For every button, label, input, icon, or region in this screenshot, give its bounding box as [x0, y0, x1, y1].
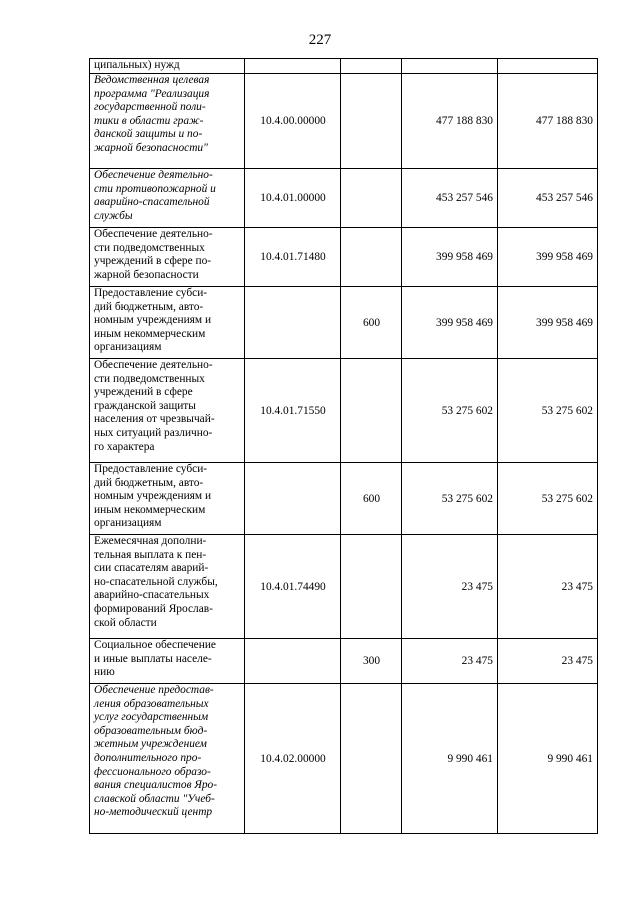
row-name-line: жарной безопасности": [94, 141, 208, 154]
row-name-line: Предоставление субси-: [94, 287, 208, 299]
row-name-line: дий бюджетным, авто-: [94, 476, 204, 489]
row-name-line: учреждений в сфере: [94, 386, 193, 399]
row-amount1-cell: 53 275 602: [402, 359, 498, 463]
row-expense-type-cell: 300: [341, 639, 402, 684]
row-name-line: ципальных) нужд: [94, 59, 180, 71]
row-name-line: услуг государственным: [94, 711, 209, 724]
row-amount2-cell: 9 990 461: [498, 684, 598, 834]
row-expense-type-cell: [341, 684, 402, 834]
row-expense-type-cell: [341, 228, 402, 287]
row-name-line: данской защиты и по-: [94, 128, 203, 141]
row-name-cell: [90, 287, 245, 359]
table-row: [90, 639, 598, 684]
row-code-cell: [245, 287, 341, 359]
row-expense-type-cell: [341, 169, 402, 228]
row-name-line: Ведомственная целевая: [94, 74, 210, 86]
row-name-line: жетным учреждением: [94, 738, 207, 751]
row-amount2-cell: 23 475: [498, 535, 598, 639]
row-name-line: фессионального образо-: [94, 765, 211, 778]
row-name-line: ской области: [94, 616, 157, 629]
row-name-line: населения от чрезвычай-: [94, 413, 215, 426]
row-name-line: сти противопожарной и: [94, 182, 216, 195]
row-amount2-cell: 399 958 469: [498, 228, 598, 287]
table-row: [90, 74, 598, 169]
row-code-cell: [245, 463, 341, 535]
row-name-line: сти подведомственных: [94, 241, 205, 254]
table-row: [90, 359, 598, 463]
row-amount1-cell: 23 475: [402, 535, 498, 639]
row-expense-type-cell: 600: [341, 287, 402, 359]
budget-table: [89, 58, 598, 834]
row-name-line: сии спасателям аварий-: [94, 562, 209, 575]
row-name-cell: [90, 463, 245, 535]
row-amount1-cell: 9 990 461: [402, 684, 498, 834]
row-code-cell: 10.4.02.00000: [245, 684, 341, 834]
row-name-line: жарной безопасности: [94, 268, 199, 281]
row-name-cell: [90, 59, 245, 74]
row-name-line: Предоставление субси-: [94, 463, 208, 475]
table-row: [90, 684, 598, 834]
row-name-line: Обеспечение деятельно-: [94, 228, 213, 240]
row-name-line: нию: [94, 666, 115, 679]
row-name-line: дополнительного про-: [94, 751, 202, 764]
row-name-line: но-спасательной службы,: [94, 575, 218, 588]
row-name-cell: [90, 359, 245, 463]
row-name-line: и иные выплаты населе-: [94, 652, 212, 665]
row-amount1-cell: 453 257 546: [402, 169, 498, 228]
row-name-line: иным некоммерческим: [94, 327, 206, 340]
table-row: [90, 228, 598, 287]
row-amount1-cell: 399 958 469: [402, 228, 498, 287]
row-name-line: иным некоммерческим: [94, 503, 206, 516]
row-name-line: тики в области граж-: [94, 114, 204, 127]
row-amount2-cell: 53 275 602: [498, 463, 598, 535]
row-name-cell: [90, 169, 245, 228]
row-code-cell: 10.4.01.00000: [245, 169, 341, 228]
row-name-line: формирований Ярослав-: [94, 602, 213, 615]
row-code-cell: 10.4.01.71550: [245, 359, 341, 463]
row-code-cell: [245, 59, 341, 74]
page-number: 227: [308, 32, 332, 48]
row-name-line: гражданской защиты: [94, 399, 196, 412]
table-row: [90, 59, 598, 74]
row-name-line: организациям: [94, 341, 162, 354]
row-amount2-cell: 477 188 830: [498, 74, 598, 169]
row-expense-type-cell: [341, 359, 402, 463]
row-name-line: Ежемесячная дополни-: [94, 535, 207, 547]
row-name-cell: [90, 74, 245, 169]
row-name-cell: [90, 228, 245, 287]
row-name-line: сти подведомственных: [94, 372, 205, 385]
row-amount1-cell: 53 275 602: [402, 463, 498, 535]
row-expense-type-cell: 600: [341, 463, 402, 535]
row-name-line: ления образовательных: [94, 697, 209, 710]
row-name-line: славской области "Учеб-: [94, 792, 215, 805]
row-name-line: аварийно-спасательных: [94, 589, 210, 602]
row-code-cell: 10.4.01.71480: [245, 228, 341, 287]
row-name-line: дий бюджетным, авто-: [94, 300, 204, 313]
table-row: [90, 535, 598, 639]
table-row: [90, 169, 598, 228]
row-name-line: программа "Реализация: [94, 87, 210, 100]
row-expense-type-cell: [341, 535, 402, 639]
row-amount2-cell: 453 257 546: [498, 169, 598, 228]
row-name-line: вания специалистов Яро-: [94, 779, 218, 792]
row-name-line: государственной поли-: [94, 101, 206, 114]
row-code-cell: [245, 639, 341, 684]
row-amount2-cell: 53 275 602: [498, 359, 598, 463]
row-name-line: го характера: [94, 440, 155, 453]
row-name-line: номным учреждениям и: [94, 490, 212, 503]
row-name-line: но-методический центр: [94, 806, 213, 819]
row-name-line: организациям: [94, 517, 162, 530]
row-name-line: учреждений в сфере по-: [94, 255, 212, 268]
row-expense-type-cell: [341, 59, 402, 74]
row-name-line: образовательным бюд-: [94, 724, 208, 737]
row-amount2-cell: [498, 59, 598, 74]
row-name-line: Обеспечение деятельно-: [94, 359, 213, 371]
row-amount1-cell: 477 188 830: [402, 74, 498, 169]
row-amount1-cell: [402, 59, 498, 74]
row-name-line: службы: [94, 209, 133, 222]
row-code-cell: 10.4.01.74490: [245, 535, 341, 639]
budget-table-body: [90, 59, 598, 834]
row-name-cell: [90, 684, 245, 834]
row-amount1-cell: 23 475: [402, 639, 498, 684]
row-name-cell: [90, 639, 245, 684]
row-amount2-cell: 399 958 469: [498, 287, 598, 359]
row-code-cell: 10.4.00.00000: [245, 74, 341, 169]
row-name-line: Обеспечение деятельно-: [94, 169, 213, 181]
row-name-line: тельная выплата к пен-: [94, 548, 207, 561]
row-expense-type-cell: [341, 74, 402, 169]
row-name-cell: [90, 535, 245, 639]
row-name-line: Социальное обеспечение: [94, 639, 216, 651]
row-amount2-cell: 23 475: [498, 639, 598, 684]
row-name-line: Обеспечение предостав-: [94, 684, 214, 696]
table-row: [90, 463, 598, 535]
row-amount1-cell: 399 958 469: [402, 287, 498, 359]
row-name-line: номным учреждениям и: [94, 314, 212, 327]
row-name-line: ных ситуаций различно-: [94, 426, 213, 439]
table-row: [90, 287, 598, 359]
row-name-line: аварийно-спасательной: [94, 196, 210, 209]
